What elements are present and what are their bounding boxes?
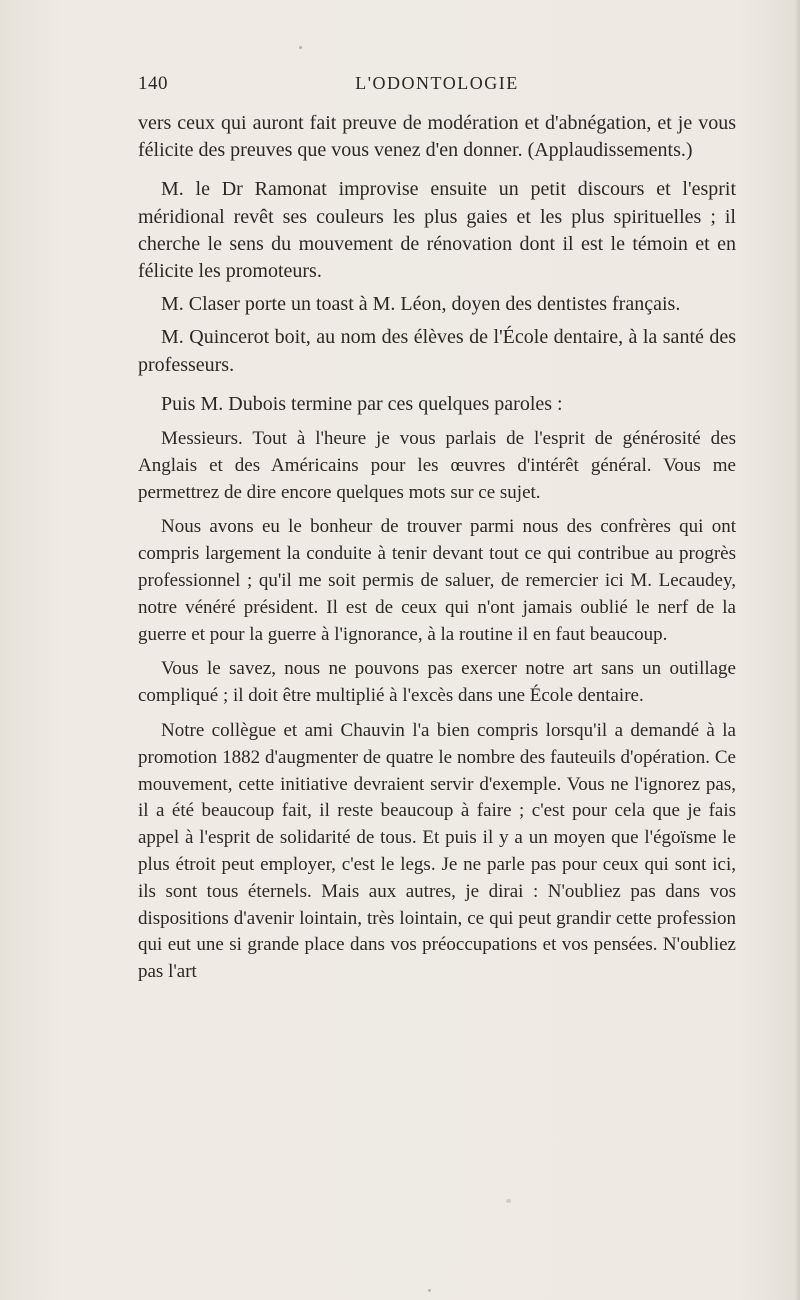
page-number: 140	[138, 73, 168, 94]
ink-speck	[506, 1199, 511, 1203]
body-text	[138, 110, 736, 986]
page-header	[138, 73, 736, 97]
paragraph-speech-chauvin: Notre collègue et ami Chauvin l'a bien compris lorsqu'il a demandé à la promotion 1882 d'augmenter de quatre le nombre des fauteuils d'opération. Ce mouvement, cette initiative devraient servir d'exemple. Vous ne l'ignorez pas, il a été beaucoup fait, il reste beaucoup à faire ; c'est pour cela que je fais appel à l'esprit de solidarité de tous. Et puis il y a un moyen que l'égoïsme le plus étroit peut employer, c'est le legs. Je ne parle pas pour ceux qui sont ici, ils sont tous éternels. Mais aux autres, je dirai : N'oubliez pas dans vos dispositions d'avenir lointain, très lointain, ce qui peut grandir cette profession qui eut une si grande place dans vos préoccupations et vos pensées. N'oubliez pas l'art	[138, 720, 736, 983]
paragraph-claser: M. Claser porte un toast à M. Léon, doyen des dentistes français.	[161, 293, 681, 316]
running-title: L'ODONTOLOGIE	[355, 73, 519, 93]
paragraph-quincerot: M. Quincerot boit, au nom des élèves de l'École dentaire, à la santé des professeurs.	[138, 326, 736, 376]
ink-speck	[428, 1289, 431, 1292]
paragraph-ramonat: M. le Dr Ramonat improvise ensuite un petit discours et l'esprit méridional revêt ses couleurs les plus gaies et les plus spirituelles ; il cherche le sens du mouvement de rénovation dont il est le témoin et en félicite les promoteurs.	[138, 178, 736, 283]
paragraph-speech-messieurs: Messieurs. Tout à l'heure je vous parlais de l'esprit de générosité des Anglais et des Américains pour les œuvres d'intérêt général. Vous me permettrez de dire encore quelques mots sur ce sujet.	[138, 428, 736, 503]
paragraph-continuation: vers ceux qui auront fait preuve de modération et d'abnégation, et je vous félicite des preuves que vous venez d'en donner. (Applaudissements.)	[138, 112, 736, 162]
paragraph-speech-lecaudey: Nous avons eu le bonheur de trouver parmi nous des confrères qui ont compris largement la conduite à tenir devant tout ce qui contribue au progrès professionnel ; qu'il me soit permis de saluer, de remercier ici M. Lecaudey, notre vénéré président. Il est de ceux qui n'ont jamais oublié le nerf de la guerre et pour la guerre à l'ignorance, à la routine il en faut beaucoup.	[138, 516, 736, 645]
ink-speck	[299, 46, 302, 49]
page-edge-shadow	[794, 0, 800, 1300]
paragraph-speech-outillage: Vous le savez, nous ne pouvons pas exercer notre art sans un outillage compliqué ; il doit être multiplié à l'excès dans une École dentaire.	[138, 658, 736, 707]
paragraph-dubois-intro: Puis M. Dubois termine par ces quelques paroles :	[161, 392, 563, 415]
